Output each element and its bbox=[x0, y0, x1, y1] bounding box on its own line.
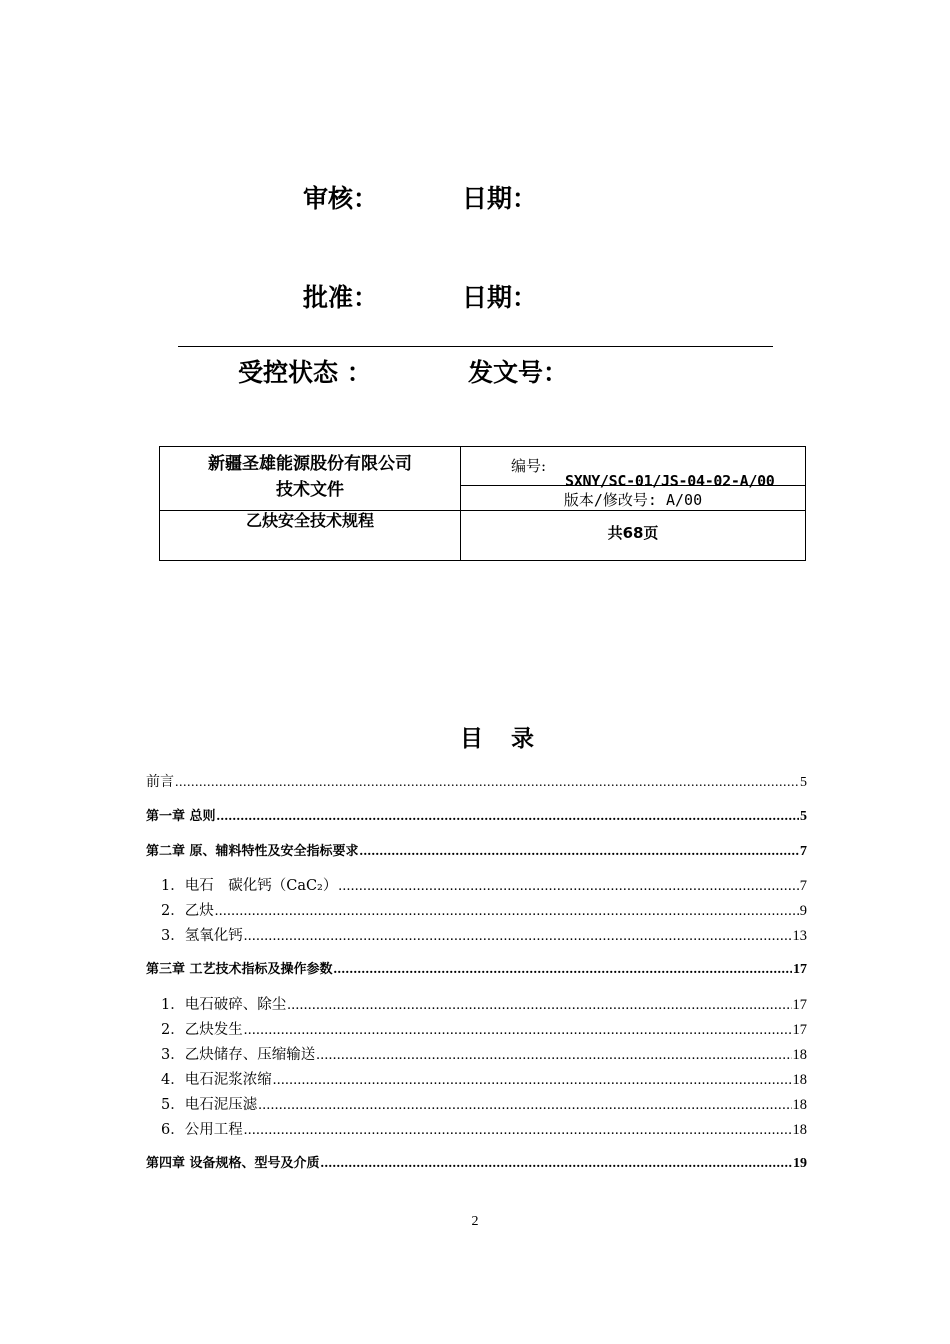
approve-label: 批准： bbox=[303, 283, 379, 312]
signature-divider bbox=[178, 346, 773, 347]
toc-entry-page: 19 bbox=[793, 1156, 807, 1171]
toc-entry-page: 18 bbox=[792, 1072, 807, 1088]
toc-entry-section-3-4[interactable] bbox=[161, 1071, 807, 1089]
toc-entry-page: 18 bbox=[792, 1097, 807, 1113]
toc-leader bbox=[287, 996, 791, 1014]
toc-entry-page: 13 bbox=[792, 928, 807, 944]
toc-leader bbox=[273, 1071, 792, 1089]
review-label: 审核： bbox=[303, 184, 379, 213]
toc-entry-section-2-1[interactable] bbox=[161, 877, 807, 895]
toc-entry-page: 17 bbox=[793, 962, 807, 977]
toc-leader bbox=[316, 1046, 791, 1064]
toc-entry-chapter-3[interactable] bbox=[146, 961, 807, 979]
doc-number-label: 发文号： bbox=[468, 358, 569, 387]
toc-leader bbox=[244, 1021, 792, 1039]
toc-entry-chapter-4[interactable] bbox=[146, 1155, 807, 1173]
doc-title-cell bbox=[160, 511, 461, 561]
cell-divider bbox=[461, 485, 805, 486]
approve-date-label: 日期： bbox=[462, 283, 538, 312]
company-cell bbox=[160, 447, 461, 511]
toc-entry-label: 1．电石 碳化钙（CaC₂） bbox=[161, 878, 338, 894]
toc-entry-chapter-2[interactable] bbox=[146, 843, 807, 861]
toc-entry-section-2-2[interactable] bbox=[161, 902, 807, 920]
code-value: SXNY/SC-01/JS-04-02-A/00 bbox=[565, 472, 775, 490]
toc-entry-page: 5 bbox=[800, 809, 807, 824]
toc-entry-label: 4．电石泥浆浓缩 bbox=[161, 1072, 272, 1088]
toc-leader bbox=[244, 927, 792, 945]
toc-title: 目 录 bbox=[459, 726, 544, 752]
toc-entry-label: 2．乙炔 bbox=[161, 903, 214, 919]
toc-entry-section-3-3[interactable] bbox=[161, 1046, 807, 1064]
toc-leader bbox=[338, 877, 798, 895]
toc-entry-label: 第三章 工艺技术指标及操作参数 bbox=[146, 962, 333, 977]
toc-entry-page: 5 bbox=[800, 775, 807, 790]
toc-entry-label: 前言 bbox=[146, 775, 174, 790]
page-number: 2 bbox=[471, 1214, 479, 1229]
toc-leader bbox=[244, 1121, 792, 1139]
review-date-label: 日期： bbox=[462, 184, 538, 213]
toc-entry-page: 17 bbox=[792, 1022, 807, 1038]
toc-entry-label: 3．乙炔储存、压缩输送 bbox=[161, 1047, 316, 1063]
toc-entry-page: 9 bbox=[799, 903, 807, 919]
toc-entry-preface[interactable] bbox=[146, 774, 807, 792]
toc-entry-page: 18 bbox=[792, 1122, 807, 1138]
toc-entry-label: 6．公用工程 bbox=[161, 1122, 243, 1138]
toc-leader bbox=[175, 774, 799, 792]
toc-entry-section-3-5[interactable] bbox=[161, 1096, 807, 1114]
control-status-label: 受控状态 ： bbox=[238, 358, 372, 387]
toc-entry-label: 第二章 原、辅料特性及安全指标要求 bbox=[146, 844, 359, 859]
pages-cell bbox=[461, 511, 806, 561]
toc-entry-label: 1．电石破碎、除尘 bbox=[161, 997, 287, 1013]
toc-leader bbox=[360, 843, 799, 861]
doc-title: 乙炔安全技术规程 bbox=[245, 511, 374, 530]
toc-entry-section-3-1[interactable] bbox=[161, 996, 807, 1014]
version-label: 版本/修改号: A/00 bbox=[563, 491, 703, 509]
toc-entry-label: 2．乙炔发生 bbox=[161, 1022, 243, 1038]
toc-entry-page: 7 bbox=[799, 878, 807, 894]
toc-leader bbox=[334, 961, 792, 979]
toc-entry-label: 3．氢氧化钙 bbox=[161, 928, 243, 944]
toc-leader bbox=[217, 808, 799, 826]
toc-entry-section-3-2[interactable] bbox=[161, 1021, 807, 1039]
code-label: 编号: bbox=[511, 457, 547, 475]
company-name: 新疆圣雄能源股份有限公司 bbox=[208, 454, 412, 474]
toc-entry-label: 5．电石泥压滤 bbox=[161, 1097, 258, 1113]
toc-entry-page: 18 bbox=[792, 1047, 807, 1063]
toc-leader bbox=[321, 1155, 792, 1173]
document-info-table bbox=[159, 446, 806, 561]
toc-entry-label: 第一章 总则 bbox=[146, 809, 216, 824]
toc-entry-section-3-6[interactable] bbox=[161, 1121, 807, 1139]
code-cell bbox=[461, 447, 806, 511]
toc-entry-page: 17 bbox=[792, 997, 807, 1013]
doc-type: 技术文件 bbox=[276, 480, 344, 500]
page-count: 共68页 bbox=[607, 524, 659, 542]
toc-entry-chapter-1[interactable] bbox=[146, 808, 807, 826]
toc-entry-label: 第四章 设备规格、型号及介质 bbox=[146, 1156, 320, 1171]
toc-entry-section-2-3[interactable] bbox=[161, 927, 807, 945]
toc-leader bbox=[215, 902, 799, 920]
toc-leader bbox=[258, 1096, 791, 1114]
toc-entry-page: 7 bbox=[800, 844, 807, 859]
